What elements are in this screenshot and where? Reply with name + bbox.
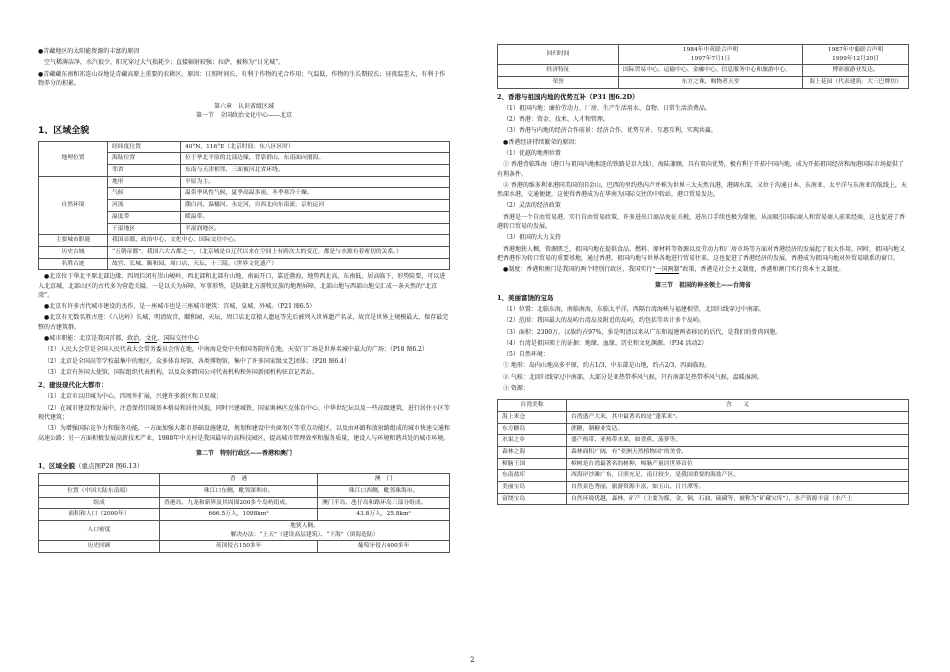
table-cell: 海上米仓: [498, 411, 567, 423]
overview-title: [38, 461, 450, 471]
paragraph: （3）为增强国际竞争力和服务功能，一方面加强大都市基础设施建设，规划和建设中央商务区等重点功能区，以及由环路和放射路组成的城市快速交通和高速公路；另一方面积极发展高新技术产业，1988年中关村是我国最早的高科技园区，提高城市管理效率和服务质量，建设人与环境和谐共处的城市环境。: [38, 425, 450, 442]
table-row: [498, 447, 909, 459]
table-row: [498, 482, 909, 494]
paragraph: （3）祖国的大力支持: [503, 234, 561, 242]
table-cell: 国际贸易中心、运输中心、金融中心、信息服务中心和旅游中心。: [619, 65, 803, 77]
table-cell: 蔗糖，制糖业发达。: [567, 423, 909, 435]
table-cell: 博彩旅游业发达。: [803, 65, 909, 77]
table-cell: 东方之珠，购物者天堂: [619, 77, 803, 89]
paragraph: ●城市职能：北京是我国首都，政治、文化、国际交往中心: [44, 335, 200, 343]
subhead: 2、香港与祖国内地的优势互补（P31 图6.2D）: [497, 92, 639, 101]
table-cell: 水果之乡: [498, 435, 567, 447]
function-item: 政治: [127, 335, 140, 343]
table-cell: 干湿地区: [108, 223, 181, 235]
table-cell: 43.8万人，25.8km²: [318, 509, 450, 521]
table-cell: 暖温带。: [181, 211, 450, 223]
table-row: [498, 423, 909, 435]
table-cell: 温带季风性气候，夏季高温多雨，冬季寒冷干燥。: [181, 188, 450, 200]
table-cell: 东南与天津相邻，三面被河北省环绕。: [181, 165, 450, 177]
paragraph: （3）香港与内地的经济合作前景：经济合作，优势互补，互惠互利，实现共赢。: [503, 127, 717, 135]
section1-title: 第一节 全国政治文化中心——北京: [195, 112, 292, 120]
table-cell: 美丽宝岛: [498, 482, 567, 494]
paragraph: ●北京位于华北平原北部边缘，四周拦闭有崇山峻岭，西北部和北部有山地，南面开口，靠近渤海，地势西北高，东南低，居高临下，形势险要，可以进入北京城，北部山区的古代多为营造关隘，一是以关为屏障，军事形势，是防御北方游牧民族的地理屏障，北部山地与西部山地交汇成一条天然的“北京湾”。: [38, 273, 446, 299]
table-cell: 英国侵占150多年: [160, 541, 318, 553]
table-cell: 自然环境: [39, 176, 108, 234]
table-cell: 珠江口东侧，毗邻深圳市。: [160, 485, 318, 497]
table-row: [498, 493, 909, 505]
table-cell: 面积和人口（2000年）: [39, 509, 160, 521]
taiwan-table: [497, 399, 909, 505]
table-cell: 潮白河、温榆河、永定河，自西北向东南流，京杭运河: [181, 200, 450, 212]
paragraph: ② 香港的维多利亚港同美国的旧金山，巴西的里约热内卢并称为世界三大天然良港，港阔水深，又位于沟通日本、东南亚、太平洋与东南亚的航线上，天然深水港，交通便捷，这使得香港成为在华南为国际交往的中转站，港口贸易发达。: [497, 181, 907, 199]
table-cell: 名胜古迹: [39, 258, 108, 270]
table-cell: 40°N，116°E（北京时间：东八区区时）: [181, 141, 450, 153]
beijing-table: [38, 141, 450, 271]
paragraph: ●香港经济持续繁荣的原因：: [503, 138, 581, 146]
overview-note: （重点图P28 图6.13）: [75, 462, 144, 471]
table-row: [39, 485, 450, 497]
hk-macau-table-continued: [497, 44, 909, 89]
table-cell: 台湾盛产大米，其中最著名的是“蓬莱米”。: [567, 411, 909, 423]
section2-title: 第二节 特别行政区——香港和澳门: [195, 449, 292, 457]
section3-title: 第三节 祖国的神圣领土——台湾省: [654, 281, 751, 289]
table-row: [39, 541, 450, 553]
table-cell: 故宫、长城、颐和园、周口店、天坛、十三陵。（世界文化遗产）: [108, 258, 450, 270]
table-cell: 澳 门: [318, 474, 450, 486]
table-row: [498, 45, 909, 65]
paragraph: （3）北京有外国大使馆，国际组织代表机构，以及众多跨国公司代表机构和外国新闻机构驻京记者站。: [44, 368, 318, 376]
table-cell: 温度带: [108, 211, 181, 223]
city-function-label: ●城市职能：北京是我国首都，: [44, 335, 128, 343]
area-title: 1、区域全貌: [38, 125, 90, 136]
table-cell: 回归时间: [498, 45, 619, 65]
table-cell: 西海岸沙滩广布，日照充足，南日较少，是我国重要的海盐产区。: [567, 470, 909, 482]
table-cell: “五朝帝都”，我国六大古都之一，（北京城是自辽代以来在空间上有跨次大的变迁，都是与水源有着密切的关系。）: [108, 246, 450, 258]
function-item: 国际交往中心: [163, 335, 200, 343]
paragraph: [497, 265, 909, 274]
paragraph: （1）优越的地理位置: [503, 150, 561, 157]
table-cell: 香港岛、九龙和新界及其周围200多个岛屿组成。: [160, 497, 318, 509]
table-cell: 经纬度位置: [108, 141, 181, 153]
table-cell: 森林面积广阔，有“亚洲天然植物园”的美誉。: [567, 447, 909, 459]
table-row: [39, 141, 450, 153]
table-cell: 地狭人稠。 解决办法：“上天”（建设高层建筑）、“下海”（填海造陆）: [160, 520, 450, 540]
table-cell: 含 义: [567, 400, 909, 412]
table-cell: 人口密度: [39, 520, 160, 540]
table-cell: 自然环境优越，森林，矿产（主要为煤，金，铜，石油，硫磺等，被称为“矿藏宝库”），水产资源丰富（水产土: [567, 493, 909, 505]
overview-title-text: 1、区域全貌: [38, 462, 76, 471]
table-cell: 1987年中葡联合声明 1999年12月20日: [803, 45, 909, 65]
paragraph: ① 地形：岛内山地高多平原，约占1/3，中东部是山地，约占2/3，四面临海。: [503, 362, 711, 370]
paragraph: （5）自然环境：: [503, 351, 549, 359]
paragraph: ② 气候：北回归线穿过中南部，大部分是亚热带季风气候，只有南部是热带季风气候，温暖湿润。: [503, 373, 763, 381]
hk-macau-table: [38, 473, 450, 553]
table-row: [39, 474, 450, 486]
paragraph: （2）北京是全国高等学校最集中的地区，众多体育场馆，各类博物馆，集中了许多国家级文艺团体；（P20 图6.4）: [44, 357, 350, 365]
paragraph: （2）灵活的经济政策: [503, 202, 561, 210]
table-cell: 澳门半岛、氹仔岛和路环岛三部分组成。: [318, 497, 450, 509]
table-cell: 富饶宝岛: [498, 493, 567, 505]
table-cell: 樟脑王国: [498, 458, 567, 470]
table-cell: 1984年中英联合声明 1997年7月1日: [619, 45, 803, 65]
table-cell: 东南盐库: [498, 470, 567, 482]
table-cell: 半湿润地区。: [181, 223, 450, 235]
table-cell: 历史古城: [39, 246, 108, 258]
table-cell: 盛产热带、亚热带水果，如香蕉、菠萝等。: [567, 435, 909, 447]
table-cell: 主要城市职能: [39, 235, 108, 247]
paragraph: （1）祖国内地：廉价劳动力、厂房、生产生活用水、食物、日常生活消费品。: [503, 104, 711, 112]
table-row: [39, 497, 450, 509]
intro-line-3: ●青藏藏东南和祁连山谷地是青藏高原上重要的农耕区，原因：日照时间长，有利于作物的光合作用；气温低，作物的生长期较长；昼夜温差大，有利于作物养分的积累。: [38, 70, 446, 87]
paragraph: ③ 资源：: [503, 385, 529, 392]
subhead: 2、建设现代化大都市：: [38, 381, 108, 390]
subhead: 1、美丽富饶的宝岛: [497, 293, 554, 302]
table-row: [39, 509, 450, 521]
table-cell: 葡萄牙侵占400多年: [318, 541, 450, 553]
table-cell: 平原为主。: [181, 176, 450, 188]
table-row: [39, 520, 450, 540]
table-row: [39, 176, 450, 188]
table-row: [39, 235, 450, 247]
paragraph: （2）在城市建设和发展中，注意保持旧城基本格局和居住风貌，同时兴建城铁、国家奥林匹克体育中心、中华世纪坛以及一些高级建筑，进行居住小区等现代建筑；: [38, 404, 450, 421]
table-row: [498, 470, 909, 482]
paragraph: （4）台湾是祖国领土的证据：地缘、血缘、历史和文化渊源。（P34 活动2）: [503, 339, 708, 347]
table-row: [39, 258, 450, 270]
table-cell: 组成: [39, 497, 160, 509]
intro-line-1: ●青藏地区的太阳能资源的丰富的原因: [38, 48, 140, 55]
table-cell: 邻省: [108, 165, 181, 177]
table-cell: 地理位置: [39, 141, 108, 176]
table-row: [498, 65, 909, 77]
table-cell: 河流: [108, 200, 181, 212]
table-cell: 位置（中国大陆东南端）: [39, 485, 160, 497]
left-column: [38, 0, 450, 553]
system-text: ”政策，香港是社会主义制度，香港和澳门实行资本主义制度。: [679, 266, 845, 274]
table-cell: 经济特征: [498, 65, 619, 77]
table-cell: 海上花园（代表建筑：大三巴牌坊）: [803, 77, 909, 89]
table-cell: 历史回顾: [39, 541, 160, 553]
table-cell: 东方糖岛: [498, 423, 567, 435]
table-cell: 海陆位置: [108, 153, 181, 165]
chapter-title: 第六章 认识省级区域: [213, 103, 274, 111]
paragraph: （3）面积：2300万，汉族约占97%，多是明清以来从广东和福建两省移民的后代，是我们的骨肉同胞。: [503, 328, 782, 336]
table-cell: 珠江口西侧，毗邻珠海市。: [318, 485, 450, 497]
paragraph: （2）香港：资金、技术、人才和管理。: [503, 116, 609, 124]
table-row: [498, 77, 909, 89]
table-cell: 荣誉: [498, 77, 619, 89]
table-cell: 台湾美称: [498, 400, 567, 412]
function-item: 文化: [145, 335, 158, 343]
paragraph: ●北京有许多古代城市建设的杰作，是一座城市也是三座城市建筑：宫城、皇城、外城。（P21 图6.5）: [44, 303, 316, 311]
table-cell: 我国首都，政治中心、文化中心、国际交往中心。: [108, 235, 450, 247]
table-cell: [39, 474, 160, 486]
paragraph: ① 香港背临珠海（港口与祖国内地相连的铁路是京九线），海陆兼顾，具有双向优势，极有利于开拓中国内地，成为开拓祖国经济和海港国际市场提供了有利条件。: [497, 161, 904, 178]
table-cell: 地形: [108, 176, 181, 188]
paragraph: 香港地狭人稠，资源匮乏，祖国内地在提供食品、燃料、原材料等资源以及劳动力和厂房市场等方面对香港经济的发展起了很大作用，同时，祖国内地又把香港作为转口贸易的重要基地，通过香港，祖国内地与世界各地进行贸易往来，这也促进了香港经济的发展，香港成为祖国内地对外贸易联系的窗口。: [497, 245, 906, 262]
paragraph: 香港是一个自由贸易港，实行自由贸易政策，许多进出口商品免征关税，进出口手续也极为简便，从而吸引国际商人和贸易商人前来经商，这也促进了香港转口贸易的发展。: [497, 213, 906, 231]
system-text: ●制度：香港和澳门是我国的两个特别行政区，我国实行“: [503, 266, 656, 274]
paragraph: （2）范围：我国最大的岛屿台湾岛及附近的岛屿，约包括等共计多个岛屿。: [503, 317, 705, 325]
table-cell: 香 港: [160, 474, 318, 486]
right-column: [497, 0, 909, 505]
table-row: [498, 435, 909, 447]
table-row: [498, 411, 909, 423]
paragraph: （1）位置：北临东海，南临南海，东临太平洋，西隔台湾海峡与福建相望，北回归线穿过中南部。: [503, 305, 765, 313]
intro-line-2: 空气稀薄洁净，水汽很少，阳光穿过大气损耗少；直接辐射较强；拉萨，被称为“日光城”。: [44, 59, 285, 67]
table-cell: 自然景色秀丽，旅游资源丰富，如玉山、日月潭等。: [567, 482, 909, 494]
table-cell: 气候: [108, 188, 181, 200]
paragraph: （1）北京市以旧城为中心，四周外扩展，兴建许多新区和卫星城；: [44, 393, 222, 401]
table-cell: 森林之海: [498, 447, 567, 459]
table-row: [39, 246, 450, 258]
table-row: [498, 400, 909, 412]
paragraph: （1）人民大会堂是全国人民代表大会常务委员会所在地，中南海是党中央和国务院所在地，天安门广场是世界名城中最大的广场；（P18 图6.2）: [44, 346, 428, 354]
paragraph: ●北京有无数名胜古迹：《八达岭》长城，明清故宫，颐和园，天坛，周口店北京猿人遗址等先后被列入世界遗产名录，故宫是世界上规模最大、保存最完整的古建筑群。: [38, 314, 449, 331]
system-keyword: 一国两制: [655, 266, 680, 274]
table-row: [498, 458, 909, 470]
page-number: 2: [470, 656, 475, 664]
table-cell: 位于华北平原的北部边缘，背靠群山，东南面向渤海。: [181, 153, 450, 165]
table-cell: 樟树是台湾最著名的树种，樟脑产量居世界首位: [567, 458, 909, 470]
table-cell: 666.5万人，1098km²: [160, 509, 318, 521]
